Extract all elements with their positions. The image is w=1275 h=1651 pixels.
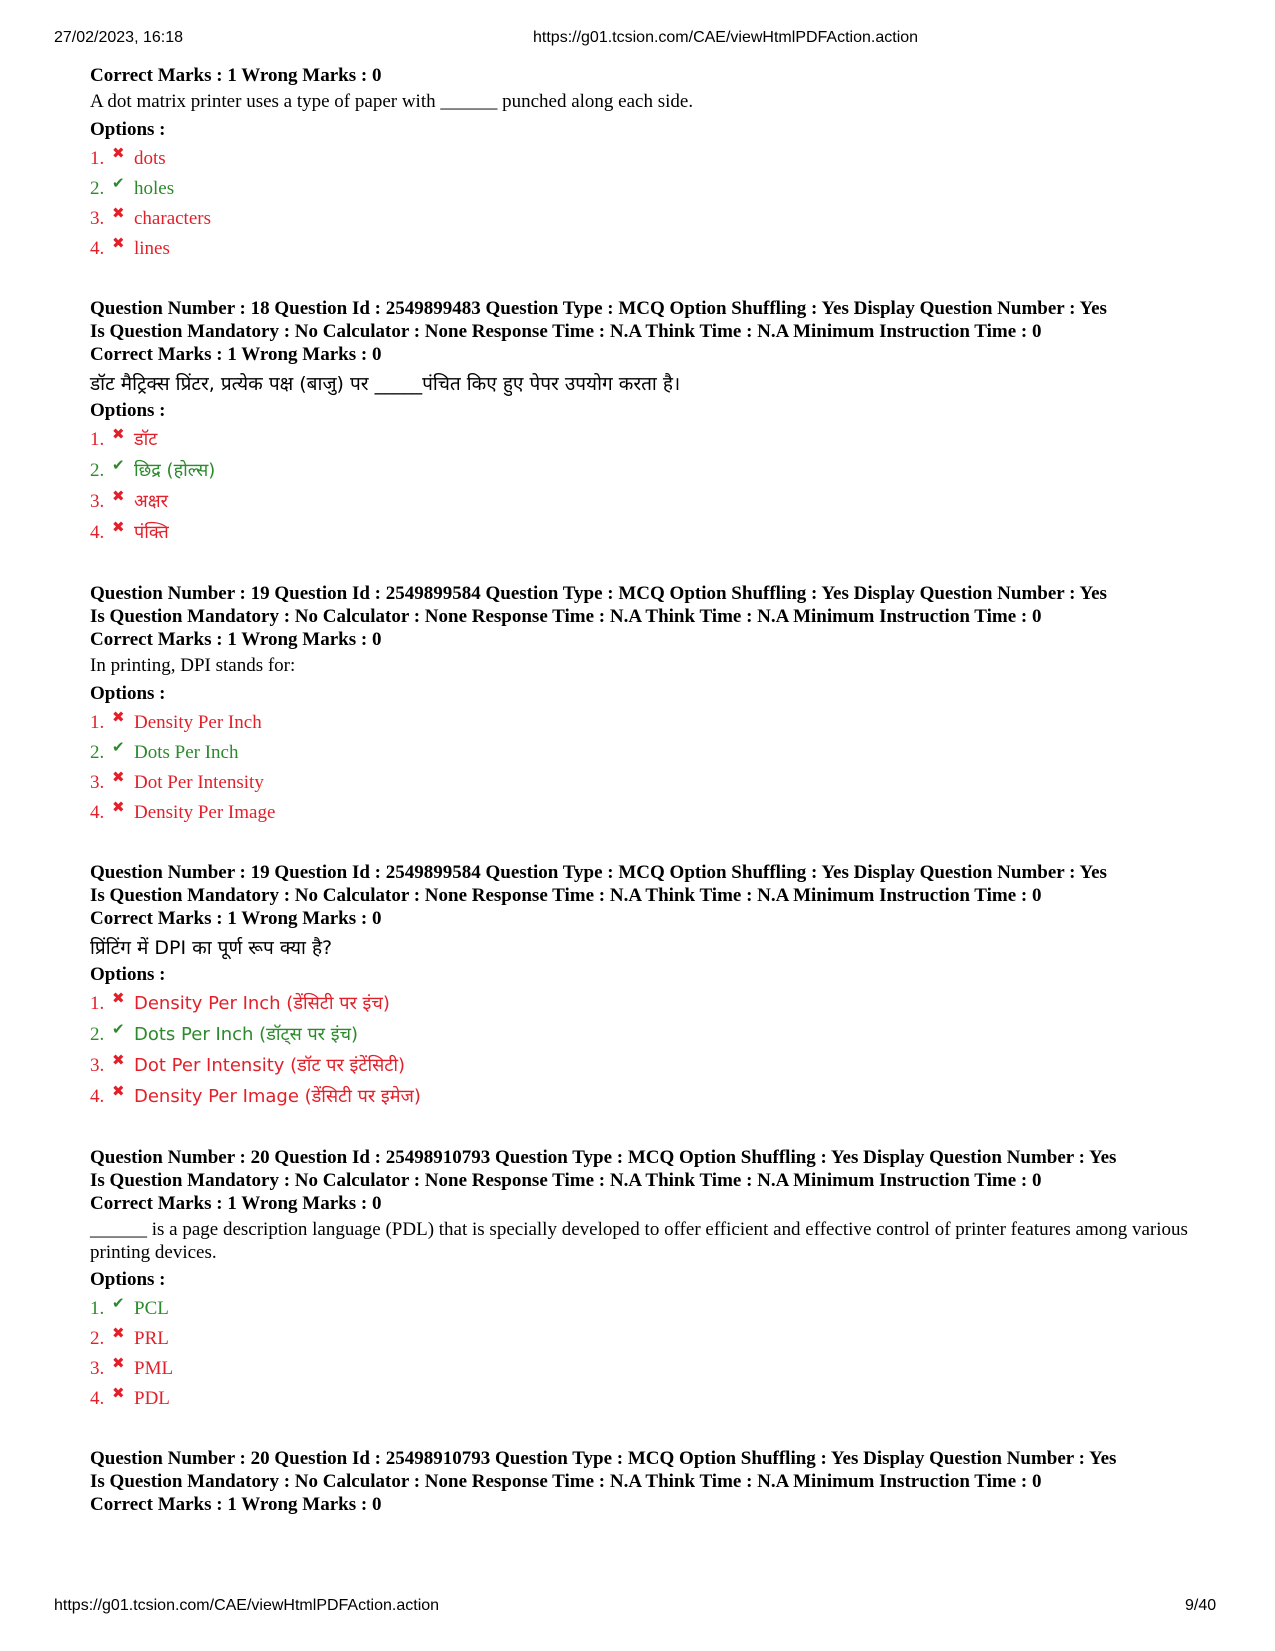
- option-text: पंक्ति: [134, 522, 169, 543]
- option-3: [90, 204, 1210, 237]
- option-text: अक्षर: [134, 491, 169, 512]
- option-1: [90, 425, 1210, 459]
- question-meta-line-1: Question Number : 18 Question Id : 2549899483 Question Type : MCQ Option Shuffling : Yes Display Question Number : Yes: [90, 298, 1107, 319]
- option-text: lines: [134, 238, 170, 259]
- cross-icon: ✖: [112, 1051, 125, 1069]
- option-list: [90, 1294, 1210, 1417]
- option-text: छिद्र (होल्स): [134, 460, 216, 481]
- option-number: 3.: [90, 772, 105, 793]
- question-block-19-en: [90, 582, 1210, 831]
- cross-icon: ✖: [112, 989, 125, 1007]
- option-text: dots: [134, 148, 166, 169]
- option-number: 2.: [90, 178, 105, 199]
- option-4: [90, 518, 1210, 552]
- check-icon: ✔: [112, 1294, 125, 1312]
- option-1: [90, 1294, 1210, 1327]
- option-2: [90, 456, 1210, 490]
- marks-line: Correct Marks : 1 Wrong Marks : 0: [90, 629, 382, 650]
- option-text: Density Per Inch: [134, 712, 262, 733]
- option-2: [90, 174, 1210, 207]
- option-list: [90, 144, 1210, 267]
- option-number: 4.: [90, 802, 105, 823]
- option-4: [90, 1082, 1210, 1116]
- option-number: 2.: [90, 1328, 105, 1349]
- marks-line: Correct Marks : 1 Wrong Marks : 0: [90, 1193, 382, 1214]
- question-block-17: [90, 64, 1210, 267]
- option-4: [90, 798, 1210, 831]
- option-number: 4.: [90, 238, 105, 259]
- option-text: Density Per Inch (डेंसिटी पर इंच): [134, 993, 390, 1014]
- cross-icon: ✖: [112, 204, 125, 222]
- option-number: 4.: [90, 522, 105, 543]
- question-text: प्रिंटिंग में DPI का पूर्ण रूप क्या है?: [90, 937, 333, 959]
- option-text: holes: [134, 178, 175, 199]
- option-text: Dot Per Intensity (डॉट पर इंटेंसिटी): [134, 1055, 406, 1076]
- option-text: PDL: [134, 1388, 170, 1409]
- option-text: PCL: [134, 1298, 169, 1319]
- option-number: 3.: [90, 1358, 105, 1379]
- page-content: [90, 64, 1210, 1519]
- question-meta-line-1: Question Number : 20 Question Id : 25498910793 Question Type : MCQ Option Shuffling : Yes Display Question Number : Yes: [90, 1147, 1117, 1168]
- footer-url: https://g01.tcsion.com/CAE/viewHtmlPDFAction.action: [54, 1597, 440, 1614]
- cross-icon: ✖: [112, 1384, 125, 1402]
- question-text: डॉट मैट्रिक्स प्रिंटर, प्रत्येक पक्ष (बाजु) पर _____पंचित किए हुए पेपर उपयोग करता है।: [90, 373, 681, 395]
- option-number: 4.: [90, 1388, 105, 1409]
- question-text: A dot matrix printer uses a type of paper with ______ punched along each side.: [90, 91, 694, 112]
- options-label: Options :: [90, 683, 166, 704]
- options-label: Options :: [90, 964, 166, 985]
- check-icon: ✔: [112, 456, 125, 474]
- option-3: [90, 1051, 1210, 1085]
- option-text: PML: [134, 1358, 174, 1379]
- cross-icon: ✖: [112, 1082, 125, 1100]
- option-number: 1.: [90, 1298, 105, 1319]
- option-4: [90, 1384, 1210, 1417]
- option-4: [90, 234, 1210, 267]
- print-datetime: 27/02/2023, 16:18: [54, 29, 184, 46]
- option-text: Dot Per Intensity: [134, 772, 264, 793]
- option-number: 1.: [90, 993, 105, 1014]
- cross-icon: ✖: [112, 518, 125, 536]
- option-3: [90, 1354, 1210, 1387]
- cross-icon: ✖: [112, 487, 125, 505]
- question-block-20-en: [90, 1146, 1210, 1417]
- option-list: [90, 989, 1210, 1116]
- marks-line: Correct Marks : 1 Wrong Marks : 0: [90, 344, 382, 365]
- question-meta-line-2: Is Question Mandatory : No Calculator : None Response Time : N.A Think Time : N.A Minimum Instruction Time : 0: [90, 885, 1042, 906]
- option-3: [90, 768, 1210, 801]
- question-meta-line-1: Question Number : 19 Question Id : 2549899584 Question Type : MCQ Option Shuffling : Yes Display Question Number : Yes: [90, 583, 1107, 604]
- option-3: [90, 487, 1210, 521]
- page-number: 9/40: [1185, 1597, 1217, 1614]
- option-2: [90, 1020, 1210, 1054]
- options-label: Options :: [90, 400, 166, 421]
- question-meta-line-2: Is Question Mandatory : No Calculator : None Response Time : N.A Think Time : N.A Minimum Instruction Time : 0: [90, 1170, 1042, 1191]
- check-icon: ✔: [112, 1020, 125, 1038]
- option-1: [90, 708, 1210, 741]
- cross-icon: ✖: [112, 768, 125, 786]
- question-text: ______ is a page description language (PDL) that is specially developed to offer efficient and effective control of printer features among various printing devices.: [90, 1219, 1188, 1263]
- options-label: Options :: [90, 1269, 166, 1290]
- check-icon: ✔: [112, 738, 125, 756]
- option-number: 1.: [90, 712, 105, 733]
- option-number: 4.: [90, 1086, 105, 1107]
- cross-icon: ✖: [112, 425, 125, 443]
- option-number: 3.: [90, 1055, 105, 1076]
- question-block-20-hi: [90, 1447, 1210, 1519]
- option-1: [90, 989, 1210, 1023]
- option-number: 3.: [90, 491, 105, 512]
- check-icon: ✔: [112, 174, 125, 192]
- option-text: PRL: [134, 1328, 169, 1349]
- marks-line: Correct Marks : 1 Wrong Marks : 0: [90, 1494, 382, 1515]
- option-2: [90, 1324, 1210, 1357]
- option-2: [90, 738, 1210, 771]
- option-list: [90, 708, 1210, 831]
- options-label: Options :: [90, 119, 166, 140]
- header-url: https://g01.tcsion.com/CAE/viewHtmlPDFAction.action: [533, 29, 919, 46]
- option-text: डॉट: [134, 429, 158, 450]
- option-text: Dots Per Inch: [134, 742, 239, 763]
- cross-icon: ✖: [112, 144, 125, 162]
- question-meta-line-1: Question Number : 20 Question Id : 25498910793 Question Type : MCQ Option Shuffling : Yes Display Question Number : Yes: [90, 1448, 1117, 1469]
- question-meta-line-1: Question Number : 19 Question Id : 2549899584 Question Type : MCQ Option Shuffling : Yes Display Question Number : Yes: [90, 862, 1107, 883]
- cross-icon: ✖: [112, 708, 125, 726]
- question-text: In printing, DPI stands for:: [90, 655, 296, 676]
- question-meta-line-2: Is Question Mandatory : No Calculator : None Response Time : N.A Think Time : N.A Minimum Instruction Time : 0: [90, 1471, 1042, 1492]
- option-number: 2.: [90, 1024, 105, 1045]
- option-text: Density Per Image: [134, 802, 276, 823]
- option-text: characters: [134, 208, 211, 229]
- cross-icon: ✖: [112, 1324, 125, 1342]
- question-block-18: [90, 297, 1210, 552]
- question-meta-line-2: Is Question Mandatory : No Calculator : None Response Time : N.A Think Time : N.A Minimum Instruction Time : 0: [90, 606, 1042, 627]
- cross-icon: ✖: [112, 234, 125, 252]
- question-meta-line-2: Is Question Mandatory : No Calculator : None Response Time : N.A Think Time : N.A Minimum Instruction Time : 0: [90, 321, 1042, 342]
- marks-line: Correct Marks : 1 Wrong Marks : 0: [90, 908, 382, 929]
- option-number: 3.: [90, 208, 105, 229]
- option-number: 1.: [90, 429, 105, 450]
- option-number: 2.: [90, 460, 105, 481]
- cross-icon: ✖: [112, 1354, 125, 1372]
- option-number: 1.: [90, 148, 105, 169]
- option-1: [90, 144, 1210, 177]
- option-list: [90, 425, 1210, 552]
- marks-line: Correct Marks : 1 Wrong Marks : 0: [90, 65, 382, 86]
- option-text: Density Per Image (डेंसिटी पर इमेज): [134, 1086, 421, 1107]
- question-block-19-hi: [90, 861, 1210, 1116]
- cross-icon: ✖: [112, 798, 125, 816]
- option-text: Dots Per Inch (डॉट्स पर इंच): [134, 1024, 359, 1045]
- option-number: 2.: [90, 742, 105, 763]
